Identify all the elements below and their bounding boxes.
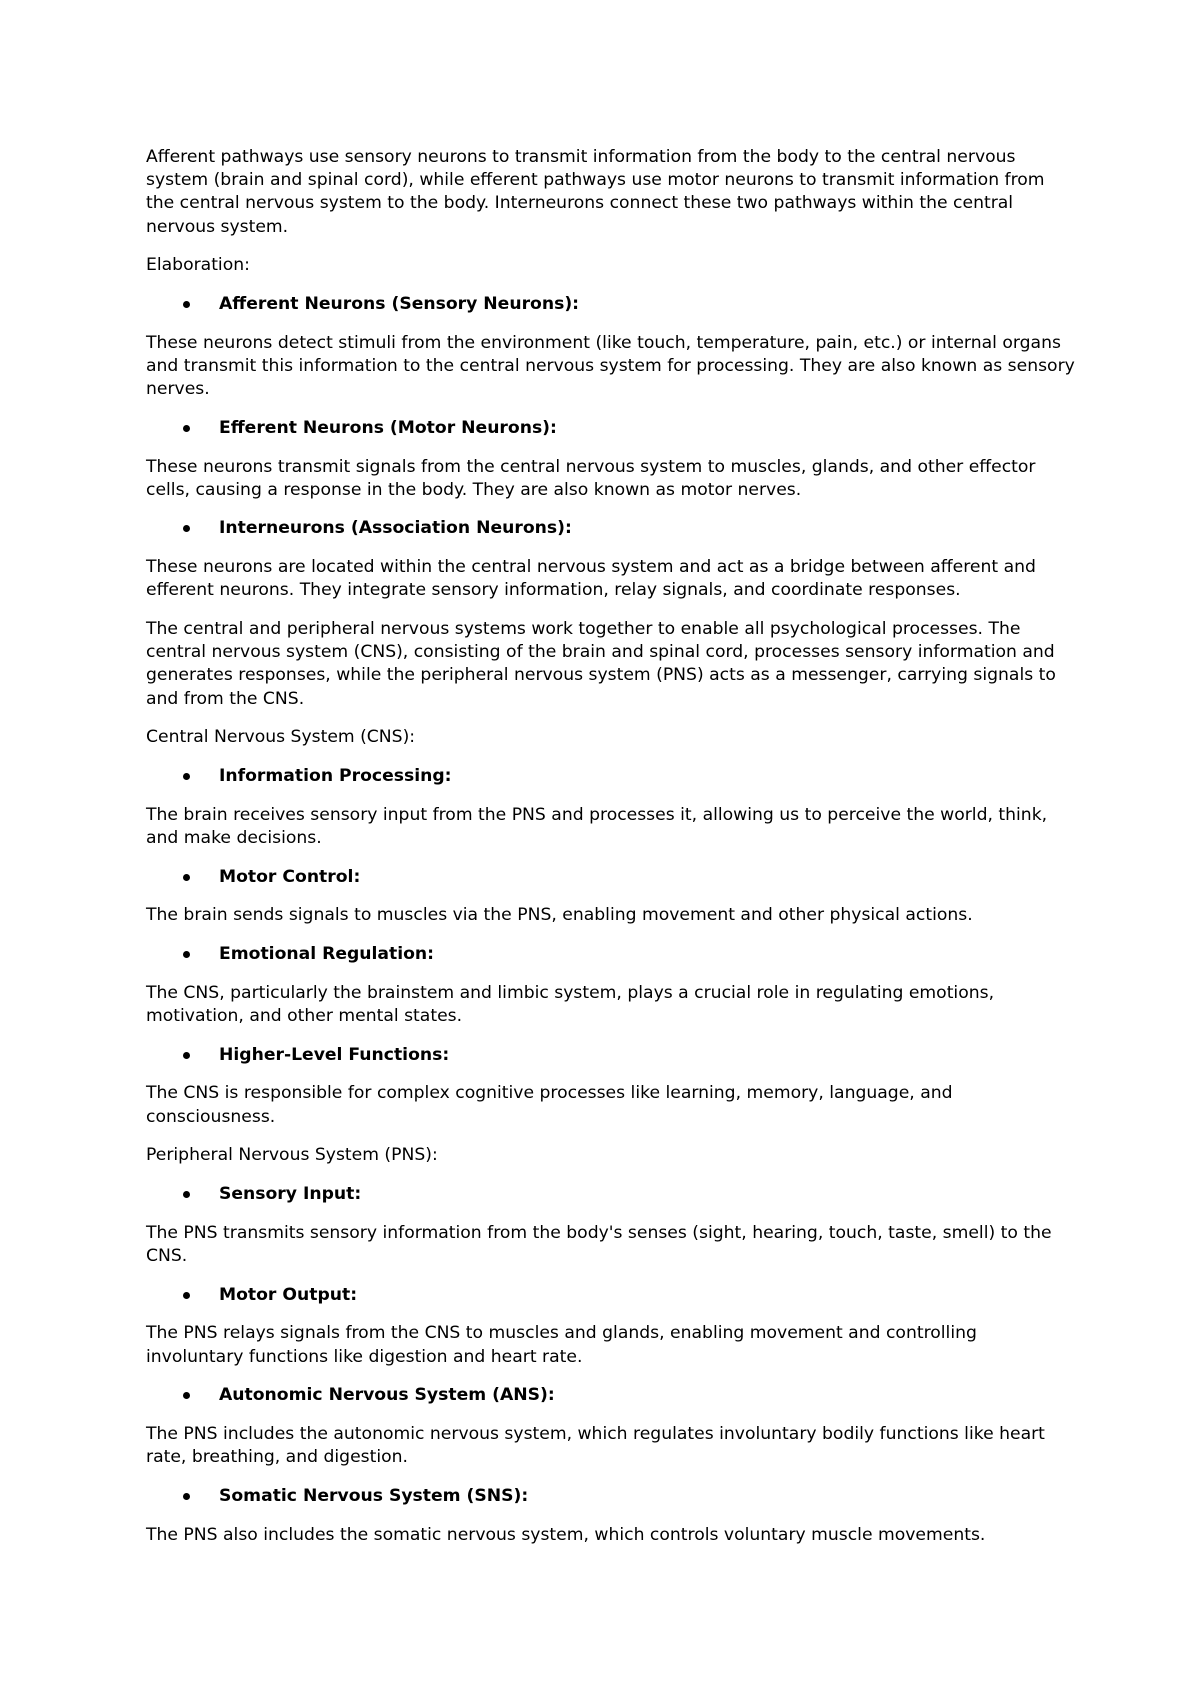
bullet-title: Emotional Regulation: — [219, 944, 435, 965]
bullet-title: Somatic Nervous System (SNS): — [219, 1485, 529, 1506]
bullet-emotional-regulation — [146, 943, 1076, 966]
bullet-title: Sensory Input: — [219, 1184, 362, 1204]
cns-pns-paragraph: The central and peripheral nervous systems work together to enable all psychological processes. The central nervous system (CNS), consisting of the brain and spinal cord, processes sensory information and generates responses, while the peripheral nervous system (PNS) acts as a messenger, carrying signals to and from the CNS. — [146, 619, 1056, 709]
bullet-title: Motor Output: — [219, 1284, 358, 1305]
bullet-dot-icon — [183, 301, 190, 308]
motor-output-text: The PNS relays signals from the CNS to muscles and glands, enabling movement and controlling involuntary functions like digestion and heart rate. — [146, 1323, 977, 1367]
bullet-dot-icon — [183, 525, 190, 532]
bullet-dot-icon — [183, 1191, 190, 1198]
cns-heading: Central Nervous System (CNS): — [146, 727, 416, 748]
higher-level-functions-text: The CNS is responsible for complex cognitive processes like learning, memory, language, and consciousness. — [146, 1083, 953, 1127]
pns-heading: Peripheral Nervous System (PNS): — [146, 1145, 438, 1166]
bullet-interneurons — [146, 517, 1076, 540]
bullet-title: Interneurons (Association Neurons): — [219, 518, 572, 539]
interneurons-text: These neurons are located within the central nervous system and act as a bridge between afferent and efferent neurons. They integrate sensory information, relay signals, and coordinate responses. — [146, 557, 1036, 601]
afferent-neurons-text: These neurons detect stimuli from the environment (like touch, temperature, pain, etc.) or internal organs and transmit this information to the central nervous system for processing. They are also known as sensory nerves. — [146, 332, 1075, 400]
bullet-title: Higher-Level Functions: — [219, 1044, 450, 1065]
bullet-somatic-nervous-system — [146, 1485, 1076, 1508]
bullet-title: Motor Control: — [219, 866, 361, 887]
bullet-information-processing — [146, 765, 1076, 788]
bullet-higher-level-functions — [146, 1044, 1076, 1067]
bullet-dot-icon — [183, 1493, 190, 1500]
bullet-title: Afferent Neurons (Sensory Neurons): — [219, 294, 580, 315]
bullet-dot-icon — [183, 773, 190, 780]
autonomic-nervous-system-text: The PNS includes the autonomic nervous system, which regulates involuntary bodily functions like heart rate, breathing, and digestion. — [146, 1423, 1045, 1468]
information-processing-text: The brain receives sensory input from the PNS and processes it, allowing us to perceive the world, think, and make decisions. — [146, 804, 1048, 848]
somatic-nervous-system-text: The PNS also includes the somatic nervous system, which controls voluntary muscle movements. — [146, 1524, 986, 1545]
bullet-motor-control — [146, 866, 1076, 889]
bullet-dot-icon — [183, 874, 190, 881]
bullet-dot-icon — [183, 951, 190, 958]
bullet-motor-output — [146, 1284, 1076, 1307]
emotional-regulation-text: The CNS, particularly the brainstem and limbic system, plays a crucial role in regulating emotions, motivation, and other mental states. — [146, 982, 995, 1026]
efferent-neurons-text: These neurons transmit signals from the central nervous system to muscles, glands, and other effector cells, causing a response in the body. They are also known as motor nerves. — [146, 456, 1036, 500]
motor-control-text: The brain sends signals to muscles via the PNS, enabling movement and other physical actions. — [146, 905, 973, 926]
bullet-afferent-neurons — [146, 293, 1076, 316]
bullet-dot-icon — [183, 1052, 190, 1059]
bullet-dot-icon — [183, 425, 190, 432]
intro-paragraph: Afferent pathways use sensory neurons to transmit information from the body to the central nervous system (brain and spinal cord), while efferent pathways use motor neurons to transmit information from the central nervous system to the body. Interneurons connect these two pathways within the central nervous system. — [146, 147, 1045, 237]
bullet-title: Efferent Neurons (Motor Neurons): — [219, 417, 557, 438]
bullet-title: Information Processing: — [219, 766, 452, 787]
bullet-efferent-neurons — [146, 417, 1076, 440]
document-page — [146, 146, 1076, 1562]
bullet-dot-icon — [183, 1292, 190, 1299]
bullet-dot-icon — [183, 1392, 190, 1399]
bullet-title: Autonomic Nervous System (ANS): — [219, 1385, 555, 1406]
bullet-sensory-input — [146, 1183, 1076, 1206]
sensory-input-text: The PNS transmits sensory information from the body's senses (sight, hearing, touch, taste, smell) to the CNS. — [146, 1222, 1052, 1266]
bullet-autonomic-nervous-system — [146, 1384, 1076, 1407]
elaboration-heading: Elaboration: — [146, 255, 250, 276]
